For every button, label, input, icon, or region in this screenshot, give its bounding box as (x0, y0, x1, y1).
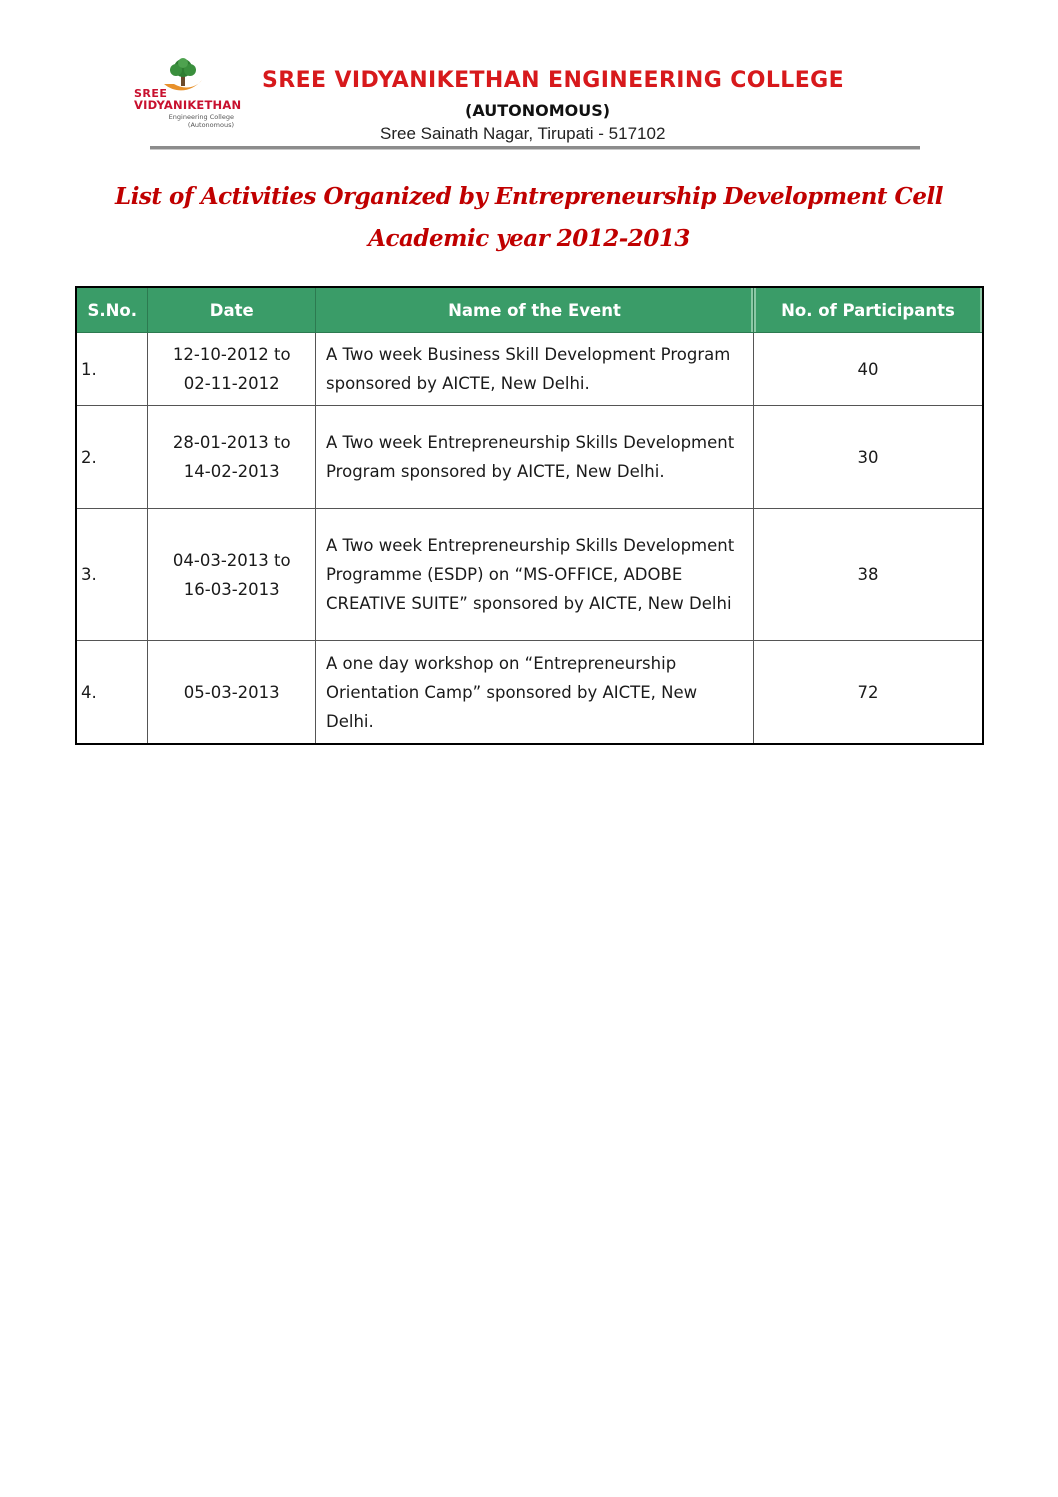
header-participants: No. of Participants (753, 287, 983, 333)
logo-status: (Autonomous) (187, 121, 234, 129)
row-date (148, 406, 316, 509)
table-row (76, 333, 983, 406)
table-row (76, 509, 983, 641)
date-from: 12-10-2012 to (172, 345, 291, 364)
table-header-row (76, 287, 983, 333)
letterhead (0, 0, 1058, 160)
row-event-name: A Two week Entrepreneurship Skills Development Programme (ESDP) on “MS-OFFICE, ADOBE CREATIVE SUITE” sponsored by AICTE, New Delhi (316, 509, 754, 641)
row-sno: 4. (76, 641, 148, 745)
college-status: (AUTONOMOUS) (465, 101, 611, 120)
date-to: 02-11-2012 (183, 374, 280, 393)
date-from: 05-03-2013 (183, 682, 280, 702)
row-participants: 40 (753, 333, 983, 406)
academic-year-title: Academic year 2012-2013 (368, 225, 690, 252)
row-event-name: A Two week Business Skill Development Program sponsored by AICTE, New Delhi. (316, 333, 754, 406)
row-participants: 72 (753, 641, 983, 745)
table-row (76, 641, 983, 745)
header-date: Date (148, 287, 316, 333)
row-sno: 2. (76, 406, 148, 509)
row-date (148, 333, 316, 406)
college-name: SREE VIDYANIKETHAN ENGINEERING COLLEGE (262, 68, 845, 93)
row-date (148, 641, 316, 745)
date-to: 16-03-2013 (183, 579, 280, 599)
row-event-name: A one day workshop on “Entrepreneurship Orientation Camp” sponsored by AICTE, New Delhi. (316, 641, 754, 745)
college-address: Sree Sainath Nagar, Tirupati - 517102 (380, 124, 666, 143)
letterhead-divider (150, 146, 920, 150)
header-sno: S.No. (76, 287, 148, 333)
document-title: List of Activities Organized by Entrepreneurship Development Cell (115, 183, 943, 210)
college-logo (134, 58, 242, 132)
header-event-name: Name of the Event (316, 287, 754, 333)
activities-table (75, 286, 984, 745)
date-to: 14-02-2013 (183, 462, 280, 481)
row-sno: 3. (76, 509, 148, 641)
logo-word-main: VIDYANIKETHAN (134, 98, 242, 112)
date-from: 28-01-2013 to (172, 433, 291, 452)
row-date (148, 509, 316, 641)
table-row (76, 406, 983, 509)
logo-word-top: SREE (134, 87, 168, 100)
date-from: 04-03-2013 to (172, 550, 291, 570)
row-event-name: A Two week Entrepreneurship Skills Development Program sponsored by AICTE, New Delhi. (316, 406, 754, 509)
row-sno: 1. (76, 333, 148, 406)
logo-subtitle: Engineering College (168, 113, 234, 121)
row-participants: 38 (753, 509, 983, 641)
row-participants: 30 (753, 406, 983, 509)
